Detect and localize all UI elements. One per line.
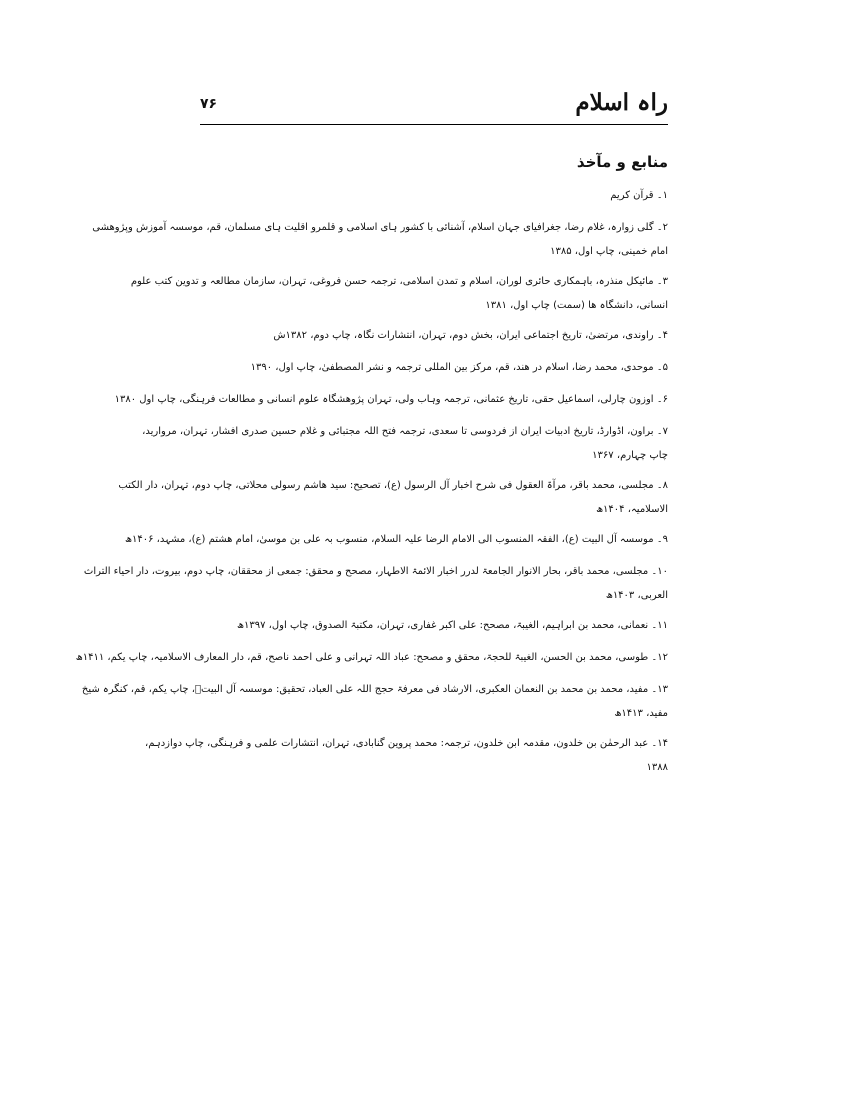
reference-item	[200, 614, 668, 638]
reference-item	[142, 420, 668, 468]
reference-item	[200, 184, 668, 208]
reference-item	[200, 356, 668, 380]
reference-item	[200, 324, 668, 348]
reference-line: ۹۔ موسسہ آل البیت (ع)، الفقہ المنسوب الی الامام الرضا علیہ السلام، منسوب بہ علی بن موسیٰ، امام ھشتم (ع)، مشہد، ۱۴۰۶ھ	[124, 534, 668, 545]
reference-line: ۱۳۸۸	[646, 762, 668, 773]
reference-line: ۱۳۔ مفید، محمد بن محمد بن النعمان العکبری، الارشاد فی معرفۃ حجج اللہ علی العباد، تحقیق: موسسہ آل البیتؑ، چاپ یکم، قم، کنگرہ شیخ	[81, 684, 668, 695]
reference-line: انسانی، دانشگاہ ھا (سمت) چاپ اول، ۱۳۸۱	[485, 300, 668, 311]
reference-line: ۵۔ موحدی، محمد رضا، اسلام در ھند، قم، مرکز بین المللی ترجمہ و نشر المصطفیٰ، چاپ اول، ۱۳۹۰	[250, 362, 668, 373]
reference-line: ۱۲۔ طوسی، محمد بن الحسن، الغیبۃ للحجۃ، محقق و مصحح: عباد اللہ تہرانی و علی احمد ناصح، قم، دار المعارف الاسلامیہ، چاپ یکم، ۱۴۱۱ھ	[75, 652, 668, 663]
reference-line: ۴۔ راوندی، مرتضیٰ، تاریخ اجتماعی ایران، بخش دوم، تہران، انتشارات نگاہ، چاپ دوم، ۱۳۸۲ش	[273, 330, 668, 341]
reference-line: ۱۴۔ عبد الرحمٰن بن خلدون، مقدمہ ابن خلدون، ترجمہ: محمد پروین گنابادی، تہران، انتشارات علمی و فرہنگی، چاپ دوازدہم،	[144, 738, 668, 749]
reference-line: الاسلامیہ، ۱۴۰۴ھ	[596, 504, 668, 515]
reference-item	[114, 388, 668, 412]
reference-line: ۷۔ براون، اڈوارڈ، تاریخ ادبیات ایران از فردوسی تا سعدی، ترجمہ فتح اللہ مجتبائی و غلام حسین صدری افشار، تہران، مروارید،	[142, 426, 668, 437]
reference-line: ۸۔ مجلسی، محمد باقر، مرآۃ العقول فی شرح اخبار آل الرسول (ع)، تصحیح: سید ھاشم رسولی محلاتی، چاپ دوم، تہران، دار الکتب	[118, 480, 668, 491]
reference-item	[81, 678, 668, 726]
reference-list	[75, 184, 668, 780]
reference-item	[92, 216, 668, 264]
reference-line: ۳۔ مائیکل منذرہ، باہمکاری حائری لوران، اسلام و تمدن اسلامی، ترجمہ حسن فروغی، تہران، سازمان مطالعہ و تدوین کتب علوم	[130, 276, 668, 287]
reference-item	[144, 732, 668, 780]
reference-line: ۲۔ گلی زوارہ، غلام رضا، جغرافیای جہان اسلام، آشنائی با کشور ہای اسلامی و قلمرو اقلیت ہای مسلمان، قم، موسسہ آموزش وپژوهشی	[92, 222, 668, 233]
reference-item	[130, 270, 668, 318]
reference-line: چاپ چہارم، ۱۳۶۷	[592, 450, 668, 461]
header-rule	[200, 124, 668, 125]
journal-title: راہ اسلام	[575, 89, 668, 116]
reference-line: مفید، ۱۴۱۳ھ	[614, 708, 668, 719]
reference-line: ۱۰۔ مجلسی، محمد باقر، بحار الانوار الجامعۃ لدرر اخبار الائمۃ الاطہار، مصحح و محقق: جمعی از محققان، چاپ دوم، بیروت، دار احیاء التراث	[83, 566, 668, 577]
reference-line: ۶۔ اوزون چارلی، اسماعیل حقی، تاریخ عثمانی، ترجمہ وہاب ولی، تہران پژوهشگاہ علوم انسانی و مطالعات فرہنگی، چاپ اول ۱۳۸۰	[114, 394, 668, 405]
reference-line: امام خمینی، چاپ اول، ۱۳۸۵	[550, 246, 668, 257]
reference-item	[75, 646, 668, 670]
page-header	[200, 88, 668, 126]
reference-item	[124, 528, 668, 552]
reference-item	[83, 560, 668, 608]
reference-item	[118, 474, 668, 522]
reference-line: ۱۔ قرآن کریم	[610, 190, 668, 201]
reference-line: ۱۱۔ نعمانی، محمد بن ابراہیم، الغیبۃ، مصحح: علی اکبر غفاری، تہران، مکتبۃ الصدوق، چاپ اول، ۱۳۹۷ھ	[237, 620, 668, 631]
section-heading: منابع و مآخذ	[576, 153, 668, 171]
page-number: ۷۶	[200, 96, 218, 112]
reference-line: العربی، ۱۴۰۳ھ	[605, 590, 668, 601]
